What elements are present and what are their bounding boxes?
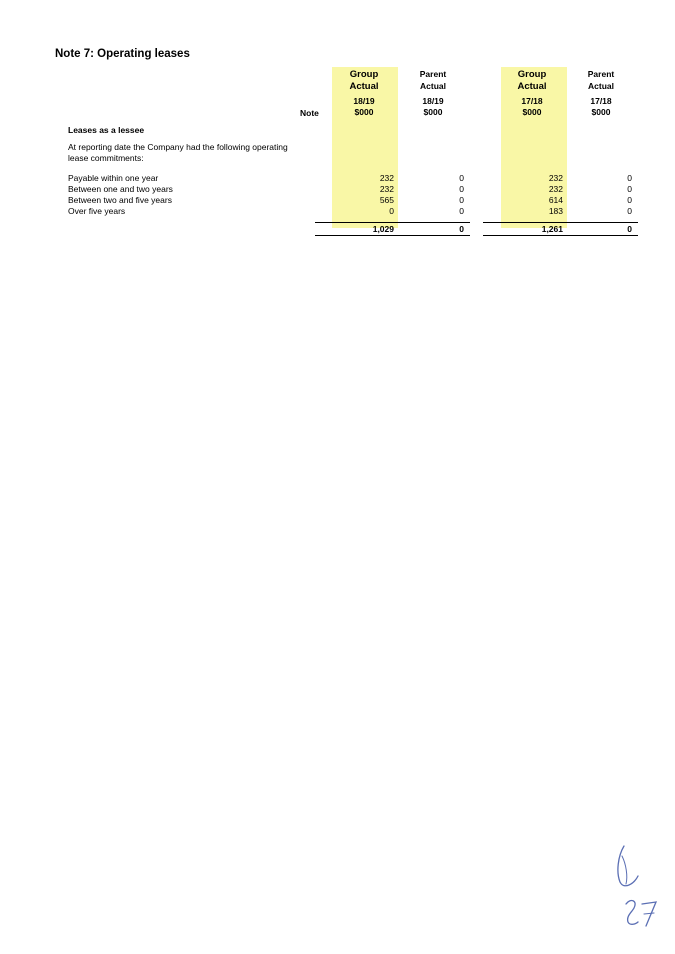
row-value: 614 bbox=[548, 195, 563, 205]
row-value: 0 bbox=[459, 206, 464, 216]
row-value: 183 bbox=[548, 206, 563, 216]
row-value: 0 bbox=[627, 184, 632, 194]
row-label: Over five years bbox=[68, 206, 126, 216]
col4-header-line2: Actual bbox=[588, 81, 614, 91]
col1-header-unit: $000 bbox=[354, 107, 374, 117]
row-value: 0 bbox=[389, 206, 394, 216]
section-title: Leases as a lessee bbox=[68, 125, 145, 135]
total-rule-top bbox=[315, 222, 470, 223]
col3-header-period: 17/18 bbox=[521, 96, 543, 106]
row-value: 232 bbox=[548, 184, 563, 194]
col3-header-line1: Group bbox=[517, 69, 547, 80]
col2-header-line2: Actual bbox=[420, 81, 446, 91]
col1-header-line2: Actual bbox=[349, 81, 379, 92]
section-description: At reporting date the Company had the following operating lease commitments: bbox=[68, 142, 288, 163]
total-value: 0 bbox=[459, 224, 464, 234]
row-value: 232 bbox=[548, 173, 563, 183]
total-value: 1,029 bbox=[372, 224, 394, 234]
row-value: 565 bbox=[379, 195, 394, 205]
row-label: Payable within one year bbox=[68, 173, 159, 183]
handwritten-signature bbox=[612, 842, 662, 932]
row-value: 0 bbox=[459, 173, 464, 183]
col3-header-unit: $000 bbox=[522, 107, 542, 117]
col1-header-line1: Group bbox=[349, 69, 379, 80]
total-rule-bottom bbox=[483, 235, 638, 236]
col3-header-line2: Actual bbox=[517, 81, 547, 92]
row-value: 0 bbox=[459, 195, 464, 205]
col4-header-unit: $000 bbox=[591, 107, 611, 117]
total-value: 0 bbox=[627, 224, 632, 234]
row-value: 232 bbox=[379, 184, 394, 194]
row-value: 0 bbox=[459, 184, 464, 194]
total-rule-bottom bbox=[315, 235, 470, 236]
row-value: 0 bbox=[627, 195, 632, 205]
col4-header-line1: Parent bbox=[587, 69, 615, 79]
total-value: 1,261 bbox=[541, 224, 563, 234]
col2-header-line1: Parent bbox=[419, 69, 447, 79]
row-label: Between two and five years bbox=[68, 195, 172, 205]
col2-header-unit: $000 bbox=[423, 107, 443, 117]
col4-header-period: 17/18 bbox=[590, 96, 612, 106]
row-value: 232 bbox=[379, 173, 394, 183]
note-title: Note 7: Operating leases bbox=[55, 48, 190, 60]
col2-header-period: 18/19 bbox=[422, 96, 444, 106]
total-rule-top bbox=[483, 222, 638, 223]
row-value: 0 bbox=[627, 206, 632, 216]
row-label: Between one and two years bbox=[68, 184, 173, 194]
note-column-header: Note bbox=[300, 108, 319, 118]
row-value: 0 bbox=[627, 173, 632, 183]
col1-header-period: 18/19 bbox=[353, 96, 375, 106]
